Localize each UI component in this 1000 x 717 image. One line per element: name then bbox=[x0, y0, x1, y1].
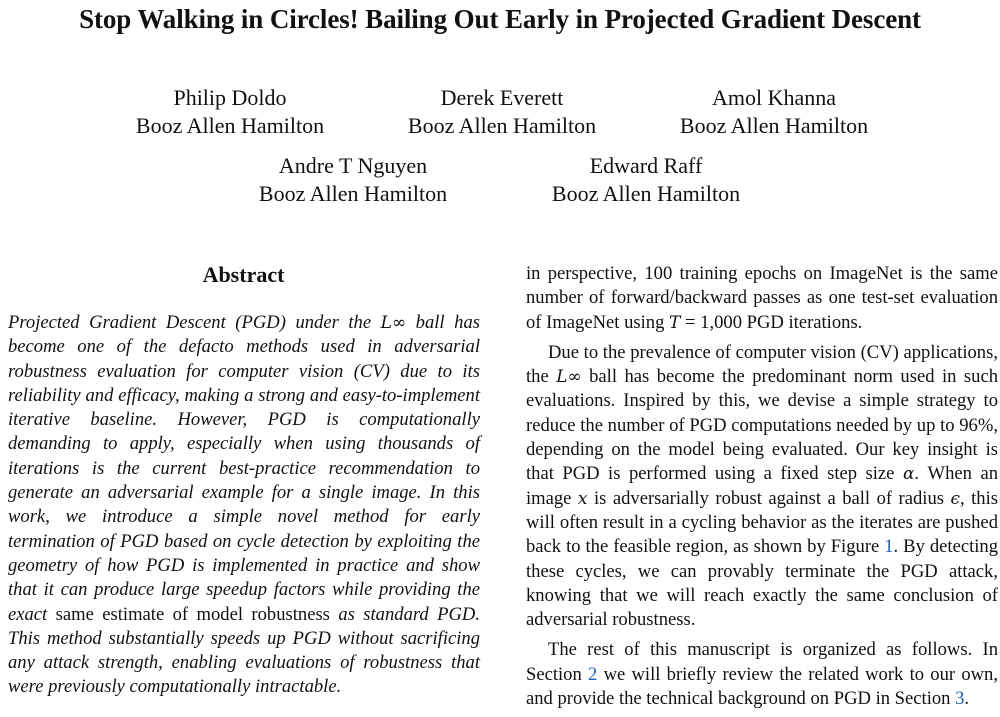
author-block bbox=[352, 84, 652, 140]
math-t: T bbox=[669, 312, 681, 333]
author-name: Derek Everett bbox=[440, 85, 564, 110]
author-name: Edward Raff bbox=[589, 153, 703, 178]
author-affiliation: Booz Allen Hamilton bbox=[407, 113, 597, 138]
author-affiliation: Booz Allen Hamilton bbox=[679, 113, 869, 138]
body-text-run: Due to the prevalence of computer vision (CV) applications, the bbox=[526, 341, 998, 388]
abstract-heading: Abstract bbox=[202, 262, 285, 287]
math-l-infinity: L∞ bbox=[380, 313, 407, 333]
section-reference-link[interactable]: 2 bbox=[588, 663, 598, 685]
body-paragraph bbox=[526, 638, 998, 711]
body-paragraph bbox=[526, 341, 998, 633]
body-text-run: . When an image bbox=[526, 463, 998, 509]
body-paragraph bbox=[526, 262, 998, 335]
math-alpha: α bbox=[902, 464, 915, 485]
author-affiliation: Booz Allen Hamilton bbox=[135, 113, 325, 138]
author-name: Andre T Nguyen bbox=[278, 153, 428, 178]
body-text-run: . bbox=[964, 688, 970, 710]
paper-title: Stop Walking in Circles! Bailing Out Early in Projected Gradient Descent bbox=[79, 4, 921, 34]
abstract-text-run: ball has become one of the defacto methods used in adversarial robustness evaluation for computer vision (CV) due to its reliability and efficacy, making a strong and easy-to-implement iterative baseline. However, PGD is computationally demanding to apply, especially when using thousands of iterations is the current best-practice recommendation to generate an adversarial example for a single image. In this work, we introduce a simple novel method for early termination of PGD based on cycle detection by exploiting the geometry of how PGD is implemented in practice and show that it can produce large speedup factors while providing the exact bbox=[8, 312, 480, 625]
body-text-run: . By detecting these cycles, we can provably terminate the PGD attack, knowing that we will reach exactly the same conclusion of adversarial robustness. bbox=[526, 536, 998, 631]
author-affiliation: Booz Allen Hamilton bbox=[551, 181, 741, 206]
figure-reference-link[interactable]: 1 bbox=[884, 536, 894, 558]
body-text-run: in perspective, 100 training epochs on ImageNet is the same number of forward/backward passes as one test-set evaluation of ImageNet using bbox=[526, 263, 998, 333]
body-text-run: , this will often result in a cycling behavior as the iterates are pushed back to the feasible region, as shown by Figure bbox=[526, 487, 998, 558]
abstract-emphasis: same estimate of model robustness bbox=[55, 603, 330, 625]
body-text-run: ball has become the predominant norm used in such evaluations. Inspired by this, we devise a simple strategy to reduce the number of PGD computations needed by up to 96%, depending on the model being evaluated. Our key insight is that PGD is performed using a fixed step size bbox=[526, 366, 998, 485]
math-l-infinity: L∞ bbox=[556, 367, 582, 388]
author-block bbox=[624, 84, 924, 140]
body-column bbox=[526, 262, 998, 717]
body-text-run: = 1,000 PGD iterations. bbox=[680, 311, 863, 333]
abstract-text-run: Projected Gradient Descent (PGD) under the bbox=[8, 312, 381, 333]
author-block bbox=[80, 84, 380, 140]
author-name: Amol Khanna bbox=[711, 85, 837, 110]
author-affiliation: Booz Allen Hamilton bbox=[258, 181, 448, 206]
author-block bbox=[203, 152, 503, 208]
author-block bbox=[496, 152, 796, 208]
abstract-text-run: as standard PGD. This method substantially speeds up PGD without sacrificing any attack strength, enabling evaluations of robustness that were previously computationally intractable. bbox=[8, 603, 480, 698]
math-x: x bbox=[577, 488, 588, 509]
abstract-text bbox=[8, 311, 480, 700]
author-name: Philip Doldo bbox=[173, 85, 287, 110]
body-text-run: The rest of this manuscript is organized as follows. In Section bbox=[526, 639, 998, 685]
section-reference-link[interactable]: 3 bbox=[955, 688, 965, 710]
math-epsilon: ϵ bbox=[950, 488, 960, 509]
body-text-run: we will briefly review the related work to our own, and provide the technical background on PGD in Section bbox=[526, 663, 999, 710]
body-text-run: is adversarially robust against a ball of radius bbox=[587, 487, 951, 509]
